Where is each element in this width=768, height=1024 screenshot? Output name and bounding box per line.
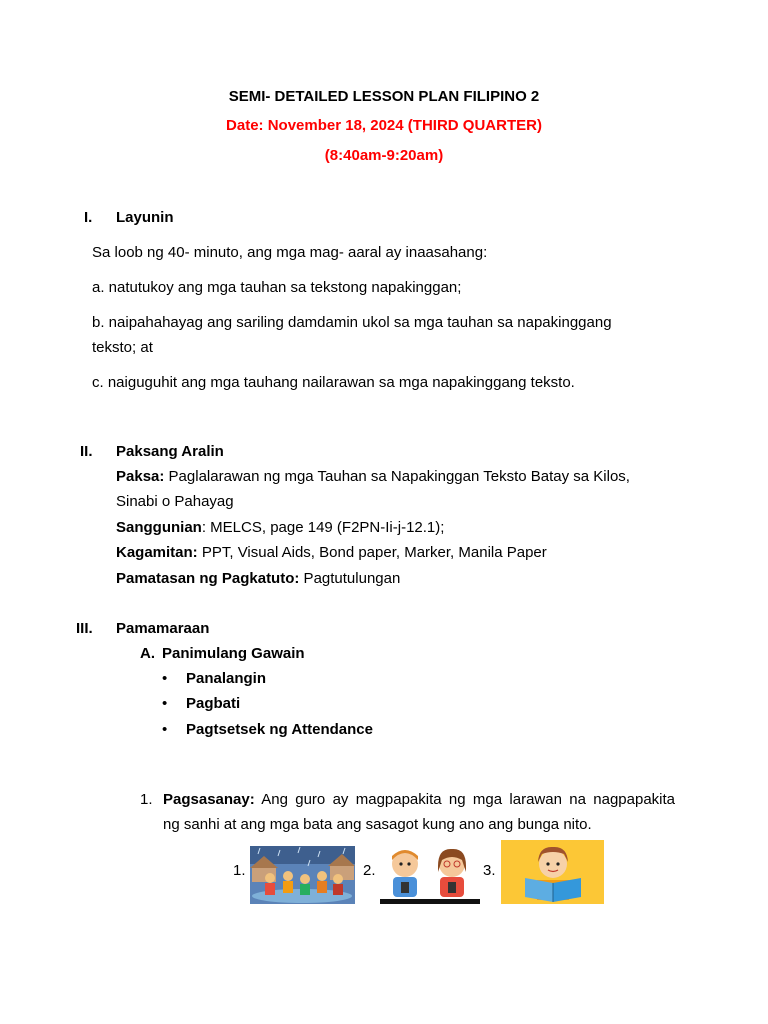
sanggunian-value: : MELCS, page 149 (F2PN-Ii-j-12.1); (201, 519, 445, 536)
kagamitan-value: PPT, Visual Aids, Bond paper, Marker, Manila Paper (197, 544, 547, 561)
item-1-line-2: ng sanhi at ang mga bata ang sasagot kung ano ang bunga nito. (163, 816, 592, 833)
children-in-rain-image (250, 846, 355, 904)
bullet-dot: • (162, 695, 168, 712)
picture-label-2: 2. (363, 862, 376, 879)
paksa-value-line-2: Sinabi o Pahayag (116, 493, 234, 510)
paksa-value: Paglalarawan ng mga Tauhan sa Napakinggan Teksto Batay sa Kilos, (164, 468, 630, 485)
child-reading-book-image (501, 840, 604, 904)
sanggunian-line (116, 519, 444, 536)
section-3-heading: Pamamaraan (116, 620, 210, 637)
section-2-number: II. (80, 443, 93, 460)
item-1-line-1 (163, 791, 675, 808)
paksa-label: Paksa: (116, 468, 165, 485)
sub-a-letter: A. (140, 645, 155, 662)
sanggunian-label: Sanggunian (116, 519, 202, 536)
pagsasanay-label: Pagsasanay: (163, 791, 255, 808)
bullet-panalangin: Panalangin (186, 670, 267, 687)
document-title: SEMI- DETAILED LESSON PLAN FILIPINO 2 (228, 88, 540, 105)
kagamitan-line (116, 544, 547, 561)
sub-a-heading: Panimulang Gawain (162, 645, 305, 662)
item-1-number: 1. (140, 791, 153, 808)
bullet-dot: • (162, 721, 168, 738)
kids-with-phones-image (380, 846, 480, 904)
objective-a: a. natutukoy ang mga tauhan sa tekstong napakinggan; (92, 279, 462, 296)
pamatasan-label: Pamatasan ng Pagkatuto: (116, 570, 300, 587)
objective-b-line-2: teksto; at (92, 339, 153, 356)
objective-c: c. naiguguhit ang mga tauhang nailarawan sa mga napakinggang teksto. (92, 374, 575, 391)
bullet-pagbati: Pagbati (186, 695, 241, 712)
pamatasan-line (116, 570, 400, 587)
lesson-time: (8:40am-9:20am) (324, 147, 444, 164)
objectives-intro: Sa loob ng 40- minuto, ang mga mag- aaral ay inaasahang: (92, 244, 488, 261)
picture-label-1: 1. (233, 862, 246, 879)
section-3-number: III. (76, 620, 93, 637)
section-2-heading: Paksang Aralin (116, 443, 224, 460)
objective-b-line-1: b. naipahahayag ang sariling damdamin ukol sa mga tauhan sa napakinggang (92, 314, 612, 331)
bullet-attendance: Pagtsetsek ng Attendance (186, 721, 373, 738)
section-1-heading: Layunin (116, 209, 174, 226)
pagsasanay-text: Ang guro ay magpapakita ng mga larawan na nagpapakita (261, 791, 676, 808)
section-1-number: I. (84, 209, 93, 226)
kagamitan-label: Kagamitan: (116, 544, 198, 561)
bullet-dot: • (162, 670, 168, 687)
lesson-date: Date: November 18, 2024 (THIRD QUARTER) (226, 117, 542, 134)
pamatasan-value: Pagtutulungan (299, 570, 401, 587)
picture-label-3: 3. (483, 862, 496, 879)
paksa-line (116, 468, 630, 485)
